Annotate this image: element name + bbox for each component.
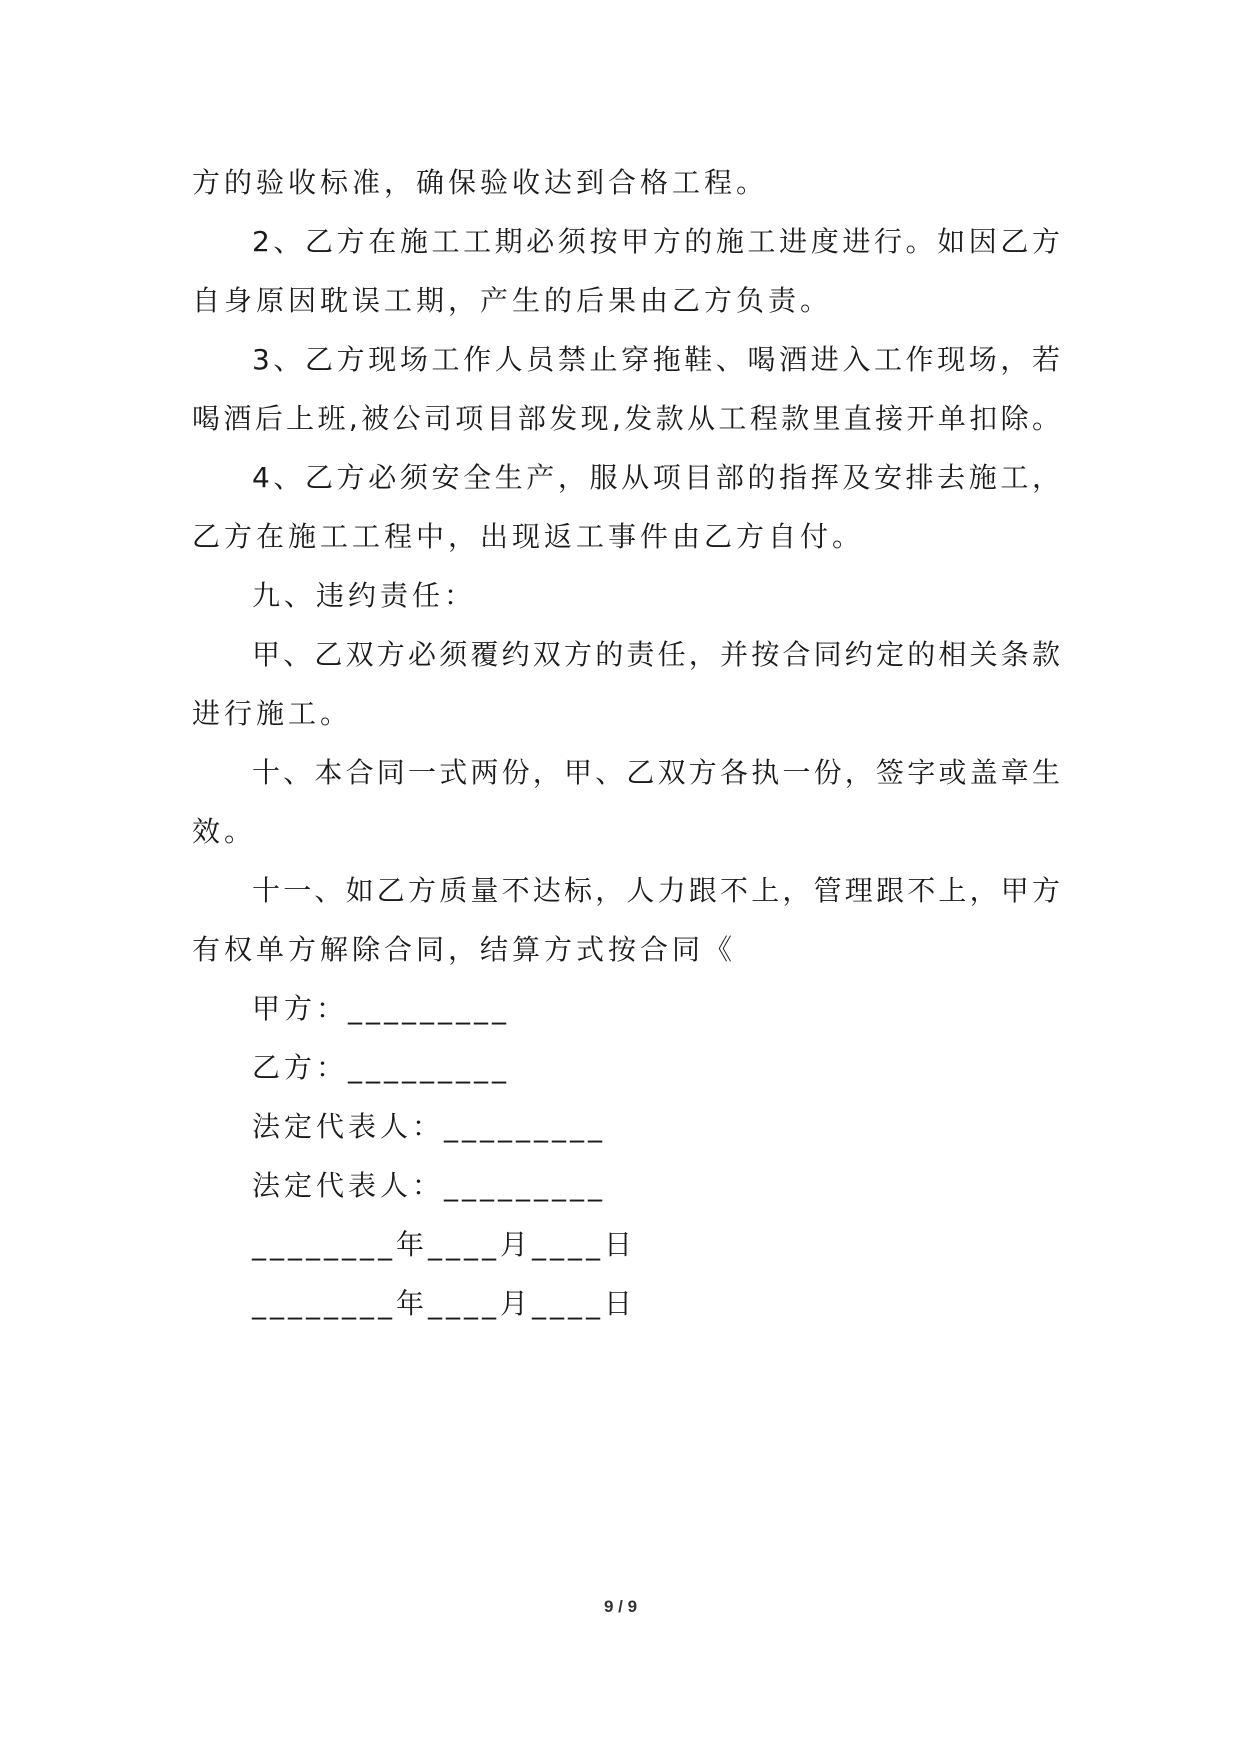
party-a-signature: 甲方：_________	[252, 992, 511, 1025]
date-line-a: ________年____月____日	[252, 1228, 637, 1261]
clause-2-line-1: 2、乙方在施工工期必须按甲方的施工进度进行。如因乙方	[252, 225, 1060, 258]
clause-4-line-1: 4、乙方必须安全生产，服从项目部的指挥及安排去施工，	[252, 461, 1060, 494]
breach-line-2: 进行施工。	[192, 697, 353, 730]
contract-body	[192, 153, 1060, 1333]
legal-representative-a: 法定代表人：_________	[252, 1110, 607, 1143]
page-number: 9 / 9	[603, 1597, 638, 1616]
section-eleven-line-1: 十一、如乙方质量不达标，人力跟不上，管理跟不上，甲方	[252, 874, 1060, 907]
breach-line-1: 甲、乙双方必须覆约双方的责任，并按合同约定的相关条款	[252, 638, 1060, 671]
section-ten-line-1: 十、本合同一式两份，甲、乙双方各执一份，签字或盖章生	[252, 756, 1060, 789]
clause-3-line-2: 喝酒后上班,被公司项目部发现,发款从工程款里直接开单扣除。	[192, 402, 1060, 435]
legal-representative-b: 法定代表人：_________	[252, 1169, 607, 1202]
clause-3-line-1: 3、乙方现场工作人员禁止穿拖鞋、喝酒进入工作现场，若	[252, 343, 1060, 376]
clause-4-line-2: 乙方在施工工程中，出现返工事件由乙方自付。	[192, 520, 865, 553]
party-b-signature: 乙方：_________	[252, 1051, 511, 1084]
section-ten-line-2: 效。	[192, 815, 257, 848]
section-eleven-line-2: 有权单方解除合同，结算方式按合同《	[192, 933, 737, 966]
section-heading-breach: 九、违约责任：	[252, 579, 477, 612]
text-line: 方的验收标准，确保验收达到合格工程。	[192, 166, 769, 199]
clause-2-line-2: 自身原因耽误工期，产生的后果由乙方负责。	[192, 284, 833, 317]
date-line-b: ________年____月____日	[252, 1287, 637, 1320]
